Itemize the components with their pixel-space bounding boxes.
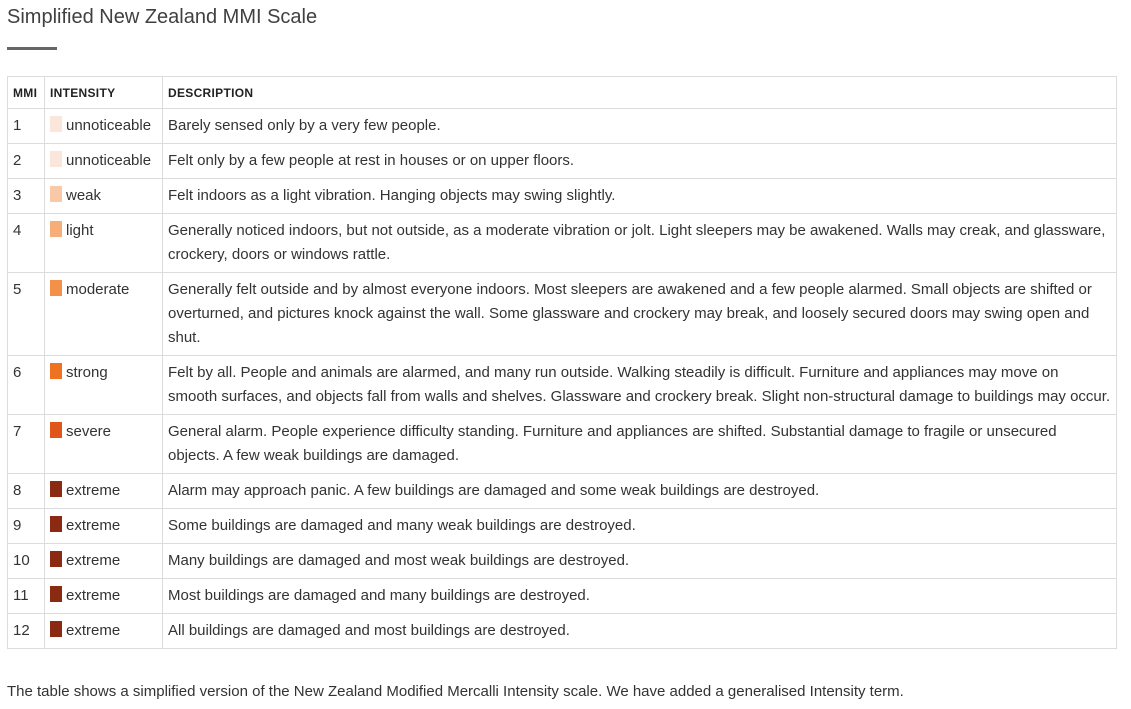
description-text: Generally noticed indoors, but not outside, as a moderate vibration or jolt. Light sleepers may be awakened. Walls may creak, and glassware, crockery, doors or windows rattle. [163, 214, 1117, 273]
table-row [8, 509, 1117, 544]
table-row [8, 273, 1117, 356]
description-text: Felt only by a few people at rest in houses or on upper floors. [163, 144, 1117, 179]
description-text: Most buildings are damaged and many buildings are destroyed. [163, 579, 1117, 614]
table-row [8, 214, 1117, 273]
table-row [8, 544, 1117, 579]
intensity-color-swatch [50, 586, 62, 602]
intensity-color-swatch [50, 280, 62, 296]
description-text: Many buildings are damaged and most weak buildings are destroyed. [163, 544, 1117, 579]
intensity-color-swatch [50, 116, 62, 132]
page-title: Simplified New Zealand MMI Scale [7, 6, 318, 28]
mmi-column-header: MMI [8, 77, 45, 109]
intensity-label: strong [66, 364, 108, 381]
mmi-value: 9 [8, 509, 45, 544]
description-text: Generally felt outside and by almost everyone indoors. Most sleepers are awakened and a few people alarmed. Small objects are shifted or overturned, and pictures knock against the wall. Some glassware and crockery may break, and loosely secured doors may swing open and shut. [163, 273, 1117, 356]
intensity-cell [45, 509, 163, 544]
description-text: Alarm may approach panic. A few buildings are damaged and some weak buildings are destroyed. [163, 474, 1117, 509]
description-column-header: DESCRIPTION [163, 77, 1117, 109]
table-header-row [8, 77, 1117, 109]
mmi-value: 2 [8, 144, 45, 179]
intensity-color-swatch [50, 186, 62, 202]
intensity-cell [45, 214, 163, 273]
table-row [8, 109, 1117, 144]
intensity-label: weak [66, 187, 102, 204]
intensity-color-swatch [50, 621, 62, 637]
description-text: Felt indoors as a light vibration. Hanging objects may swing slightly. [163, 179, 1117, 214]
mmi-value: 3 [8, 179, 45, 214]
mmi-value: 11 [8, 579, 45, 614]
intensity-label: moderate [66, 281, 130, 298]
intensity-label: unnoticeable [66, 117, 152, 134]
mmi-value: 12 [8, 614, 45, 649]
intensity-label: extreme [66, 482, 121, 499]
mmi-value: 7 [8, 415, 45, 474]
intensity-label: light [66, 222, 94, 239]
table-row [8, 179, 1117, 214]
table-caption: The table shows a simplified version of the New Zealand Modified Mercalli Intensity scale. We have added a generalised Intensity term. [7, 683, 904, 700]
intensity-label: extreme [66, 552, 121, 569]
table-row [8, 579, 1117, 614]
intensity-color-swatch [50, 481, 62, 497]
intensity-color-swatch [50, 221, 62, 237]
intensity-cell [45, 415, 163, 474]
intensity-cell [45, 544, 163, 579]
table-row [8, 474, 1117, 509]
mmi-value: 1 [8, 109, 45, 144]
mmi-value: 6 [8, 356, 45, 415]
table-body [8, 109, 1117, 649]
mmi-value: 8 [8, 474, 45, 509]
description-text: Some buildings are damaged and many weak buildings are destroyed. [163, 509, 1117, 544]
description-text: All buildings are damaged and most buildings are destroyed. [163, 614, 1117, 649]
intensity-column-header: INTENSITY [45, 77, 163, 109]
table-row [8, 614, 1117, 649]
mmi-value: 5 [8, 273, 45, 356]
intensity-cell [45, 144, 163, 179]
title-underline [7, 47, 57, 50]
description-text: Barely sensed only by a very few people. [163, 109, 1117, 144]
description-text: General alarm. People experience difficulty standing. Furniture and appliances are shifted. Substantial damage to fragile or unsecured objects. A few weak buildings are damaged. [163, 415, 1117, 474]
intensity-cell [45, 579, 163, 614]
intensity-label: extreme [66, 517, 121, 534]
mmi-value: 10 [8, 544, 45, 579]
table-row [8, 356, 1117, 415]
intensity-color-swatch [50, 151, 62, 167]
intensity-cell [45, 109, 163, 144]
intensity-cell [45, 179, 163, 214]
intensity-color-swatch [50, 363, 62, 379]
intensity-label: severe [66, 423, 112, 440]
intensity-color-swatch [50, 516, 62, 532]
intensity-label: extreme [66, 587, 121, 604]
intensity-label: extreme [66, 622, 121, 639]
intensity-cell [45, 474, 163, 509]
intensity-cell [45, 356, 163, 415]
intensity-label: unnoticeable [66, 152, 152, 169]
intensity-color-swatch [50, 422, 62, 438]
description-text: Felt by all. People and animals are alarmed, and many run outside. Walking steadily is difficult. Furniture and appliances may move on smooth surfaces, and objects fall from walls and shelves. Glassware and crockery break. Slight non-structural damage to buildings may occur. [163, 356, 1117, 415]
intensity-cell [45, 614, 163, 649]
table-row [8, 415, 1117, 474]
table-row [8, 144, 1117, 179]
mmi-value: 4 [8, 214, 45, 273]
intensity-color-swatch [50, 551, 62, 567]
intensity-cell [45, 273, 163, 356]
mmi-scale-table [7, 76, 1117, 649]
